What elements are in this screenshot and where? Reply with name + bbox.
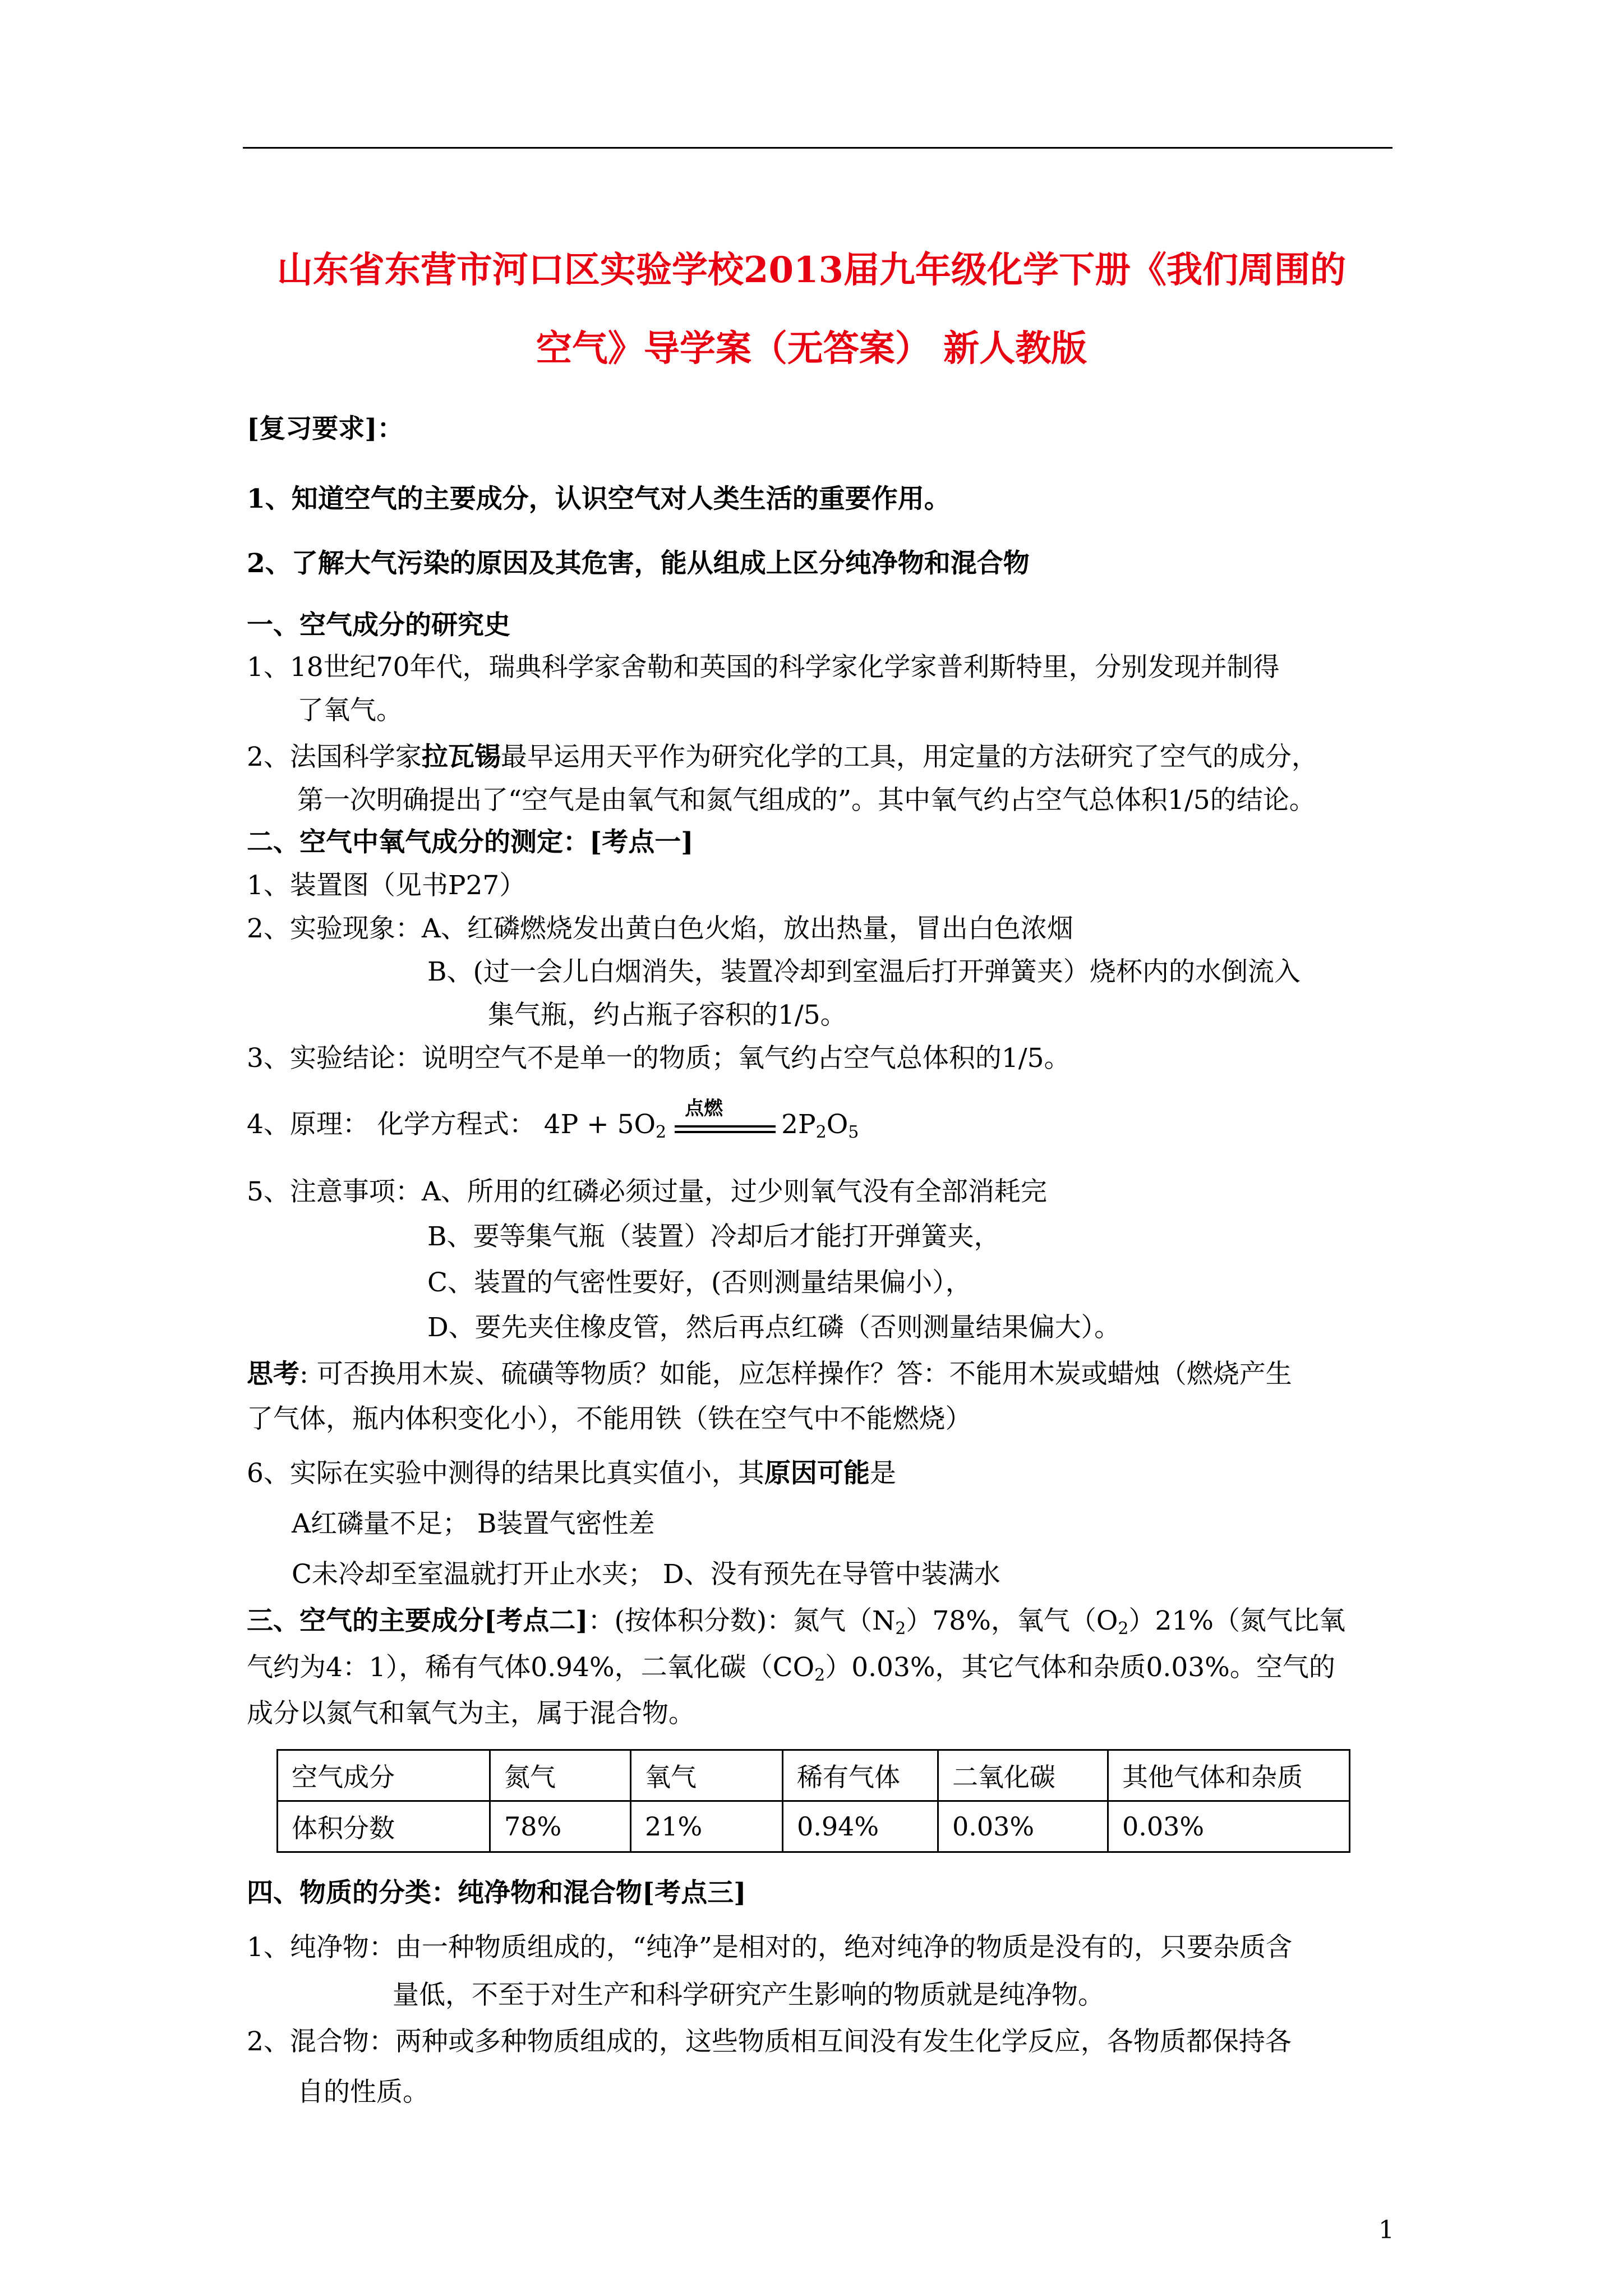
table-cell: 二氧化碳	[938, 1750, 1108, 1801]
section2-item-1: 1、装置图（见书P27）	[247, 870, 526, 901]
table-cell: 空气成分	[278, 1750, 490, 1801]
think-label: 思考	[247, 1359, 299, 1389]
chemical-equation: 4、原理： 化学方程式： $4P + 5O_2$ 点燃 $2P_2O_5$	[247, 1108, 859, 1149]
table-cell: 体积分数	[278, 1801, 490, 1852]
section2-item-3: 3、实验结论：说明空气不是单一的物质；氧气约占空气总体积的1/5。	[247, 1043, 1071, 1074]
section4-item-2b: 自的性质。	[297, 2077, 429, 2108]
section2-heading: 二、空气中氧气成分的测定：[考点一]	[247, 827, 694, 858]
table-cell: 0.03%	[1108, 1801, 1350, 1852]
section3-line3: 成分以氮气和氧气为主，属于混合物。	[247, 1698, 695, 1729]
section2-item-6: 6、实际在实验中测得的结果比真实值小，其原因可能是	[247, 1458, 896, 1489]
table-cell: 0.03%	[938, 1801, 1108, 1852]
document-title-line1: 山东省东营市河口区实验学校2013届九年级化学下册《我们周围的	[276, 249, 1347, 291]
section2-item-5a: 5、注意事项：A、所用的红磷必须过量，过少则氧气没有全部消耗完	[247, 1176, 1047, 1207]
section2-item-6a: A红磷量不足； B装置气密性差	[292, 1508, 655, 1539]
section1-p2a: 2、法国科学家拉瓦锡最早运用天平作为研究化学的工具，用定量的方法研究了空气的成分，	[247, 742, 1318, 772]
section4-item-2a: 2、混合物：两种或多种物质组成的，这些物质相互间没有发生化学反应，各物质都保持各	[247, 2026, 1292, 2057]
reaction-condition: 点燃	[685, 1097, 723, 1120]
section2-item-6b: C未冷却至室温就打开止水夹； D、没有预先在导管中装满水	[292, 1559, 1000, 1590]
section1-p2b: 第一次明确提出了“空气是由氧气和氮气组成的”。其中氧气约占空气总体积1/5的结论。	[297, 785, 1316, 816]
section4-item-1b: 量低，不至于对生产和科学研究产生影响的物质就是纯净物。	[393, 1980, 1104, 2010]
document-title-line2: 空气》导学案（无答案） 新人教版	[536, 328, 1087, 370]
section3-line1: 三、空气的主要成分[考点二]：(按体积分数)：氮气$(N_2)78\%$，氧气$(O_2)21\%$（氮气比氧	[247, 1605, 1345, 1639]
section2-item-5b: B、要等集气瓶（装置）冷却后才能打开弹簧夹，	[427, 1221, 1000, 1252]
table-cell: 21%	[631, 1801, 783, 1852]
section2-item-2a: 2、实验现象：A、红磷燃烧发出黄白色火焰，放出热量，冒出白色浓烟	[247, 913, 1073, 944]
air-composition-table	[276, 1749, 1350, 1853]
lavoisier-name: 拉瓦锡	[421, 742, 501, 772]
think-question: 思考: 可否换用木炭、硫磺等物质？如能，应怎样操作？答：不能用木炭或蜡烛（燃烧产生	[247, 1359, 1292, 1389]
section1-p1a: 1、18世纪70年代，瑞典科学家舍勒和英国的科学家化学家普利斯特里，分别发现并制得	[247, 652, 1280, 683]
section3-heading: 三、空气的主要成分[考点二]	[247, 1605, 588, 1636]
page-number: 1	[1378, 2216, 1394, 2244]
table-cell: 78%	[490, 1801, 631, 1852]
table-cell: 稀有气体	[783, 1750, 938, 1801]
table-cell: 其他气体和杂质	[1108, 1750, 1350, 1801]
section3-line2: 气约为4：1），稀有气体0.94%，二氧化碳$(CO_2)0.03\%$，其它气体和杂质0.03%。空气的	[247, 1652, 1335, 1685]
table-cell: 氮气	[490, 1750, 631, 1801]
review-item-2: 2、了解大气污染的原因及其危害，能从组成上区分纯净物和混合物	[247, 548, 1030, 579]
section1-p1b: 了氧气。	[297, 695, 403, 726]
section1-heading: 一、空气成分的研究史	[247, 610, 510, 641]
reaction-arrow	[675, 1097, 781, 1133]
think-answer-cont: 了气体，瓶内体积变化小），不能用铁（铁在空气中不能燃烧）	[247, 1404, 972, 1434]
section2-item-2c: 集气瓶，约占瓶子容积的1/5。	[488, 1000, 847, 1030]
section4-item-1a: 1、纯净物：由一种物质组成的，“纯净”是相对的，绝对纯净的物质是没有的，只要杂质含	[247, 1932, 1292, 1963]
section2-item-5c: C、装置的气密性要好，(否则测量结果偏小），	[427, 1267, 972, 1298]
section4-heading: 四、物质的分类：纯净物和混合物[考点三]	[247, 1878, 746, 1908]
table-row	[278, 1801, 1350, 1852]
section2-item-2b: B、(过一会儿白烟消失，装置冷却到室温后打开弹簧夹）烧杯内的水倒流入	[427, 956, 1301, 987]
table-cell: 氧气	[631, 1750, 783, 1801]
header-rule	[243, 147, 1393, 149]
section2-item-5d: D、要先夹住橡皮管，然后再点红磷（否则测量结果偏大）。	[427, 1312, 1121, 1343]
table-cell: 0.94%	[783, 1801, 938, 1852]
review-heading: [复习要求]：	[247, 413, 404, 444]
table-row	[278, 1750, 1350, 1801]
review-item-1: 1、知道空气的主要成分，认识空气对人类生活的重要作用。	[247, 484, 951, 514]
